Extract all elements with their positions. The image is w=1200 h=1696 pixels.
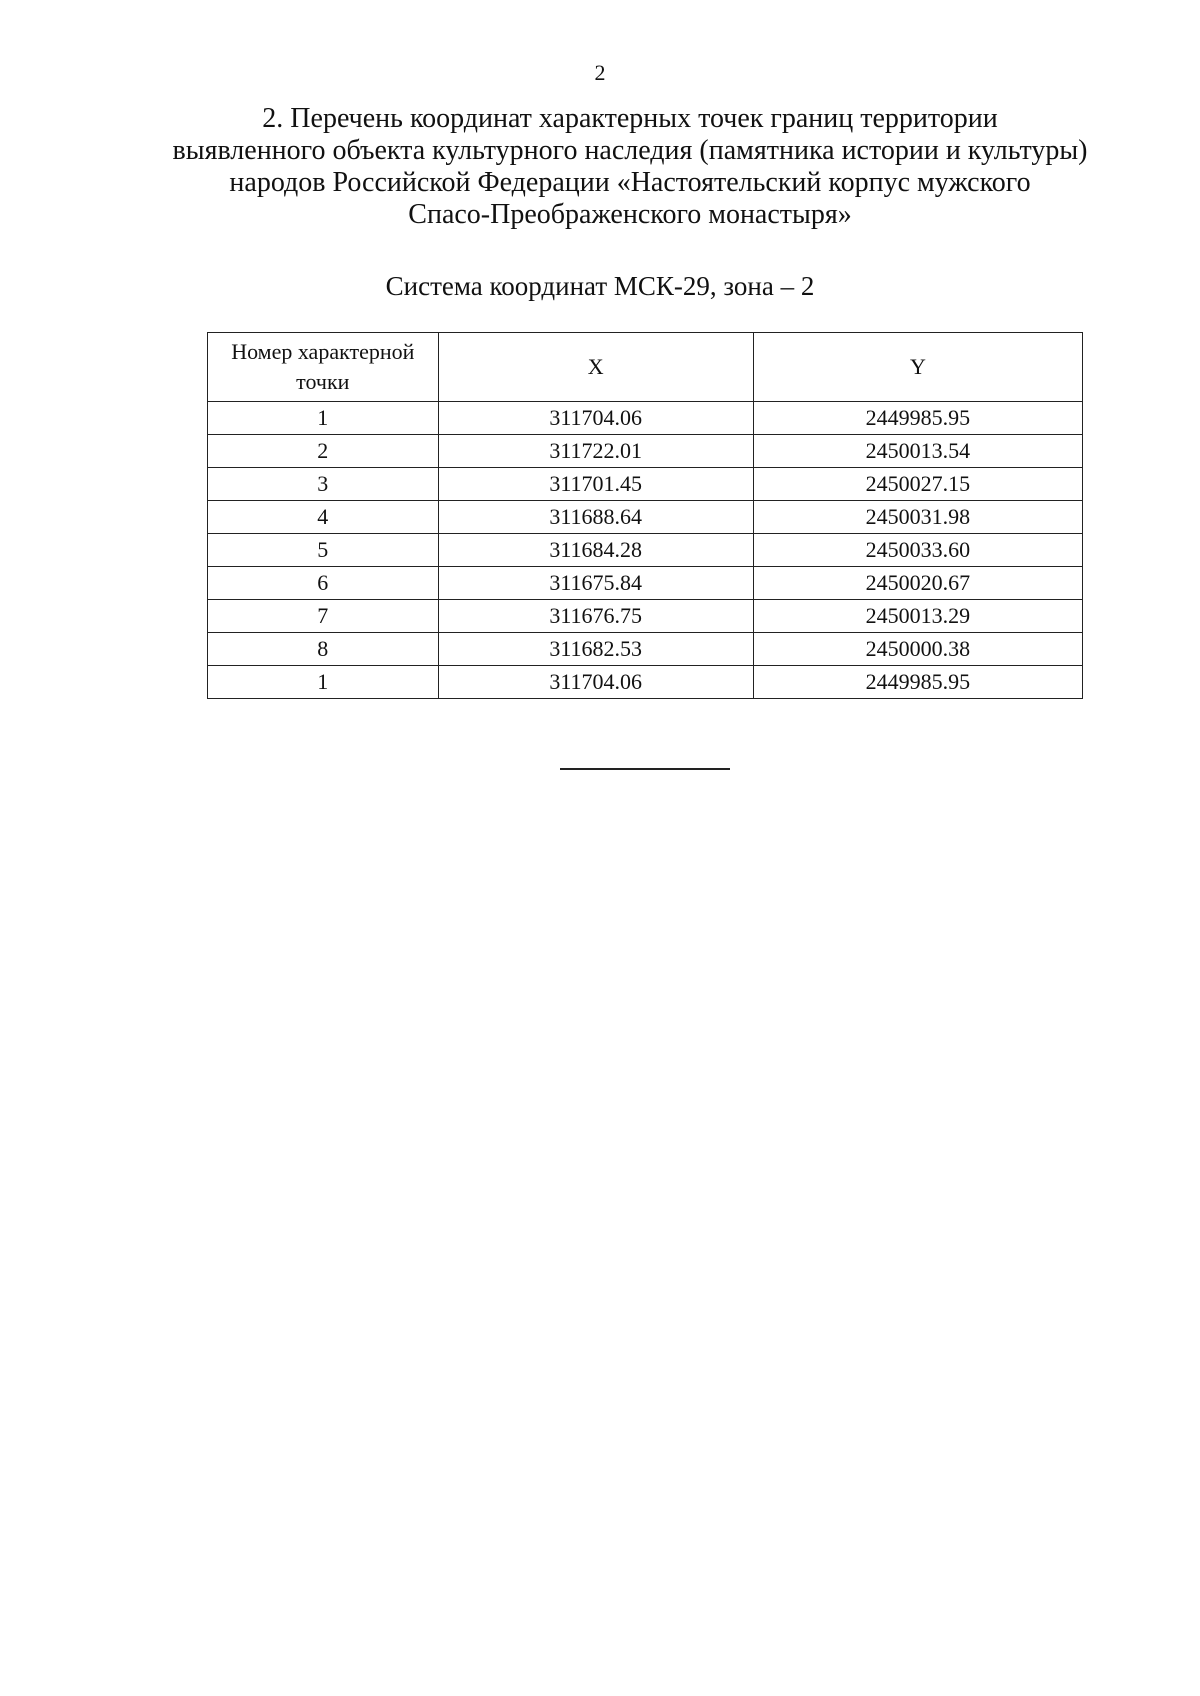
table-row	[208, 633, 1083, 666]
cell-y: 2450027.15	[753, 468, 1082, 501]
table-row	[208, 435, 1083, 468]
cell-y: 2449985.95	[753, 402, 1082, 435]
cell-y: 2449985.95	[753, 666, 1082, 699]
cell-point-number: 7	[208, 600, 439, 633]
cell-x: 311704.06	[438, 666, 753, 699]
table-row	[208, 567, 1083, 600]
table-row	[208, 534, 1083, 567]
heading-line: выявленного объекта культурного наследия (памятника истории и культуры)	[172, 135, 1088, 166]
header-point-number: Номер характерной точки	[208, 333, 439, 402]
coordinate-system-label: Система координат МСК-29, зона – 2	[385, 271, 815, 301]
cell-x: 311704.06	[438, 402, 753, 435]
cell-point-number: 2	[208, 435, 439, 468]
page-number: 2	[594, 60, 606, 85]
cell-x: 311676.75	[438, 600, 753, 633]
table-row	[208, 600, 1083, 633]
cell-point-number: 1	[208, 666, 439, 699]
cell-x: 311675.84	[438, 567, 753, 600]
cell-y: 2450020.67	[753, 567, 1082, 600]
table-row	[208, 402, 1083, 435]
cell-y: 2450033.60	[753, 534, 1082, 567]
cell-point-number: 6	[208, 567, 439, 600]
heading-line: 2. Перечень координат характерных точек границ территории	[262, 103, 998, 134]
end-of-document-rule	[560, 768, 730, 770]
header-x: X	[438, 333, 753, 402]
table-row	[208, 468, 1083, 501]
cell-point-number: 3	[208, 468, 439, 501]
cell-x: 311701.45	[438, 468, 753, 501]
heading-line: Спасо-Преображенского монастыря»	[408, 199, 852, 230]
coordinates-table	[207, 332, 1083, 699]
cell-y: 2450000.38	[753, 633, 1082, 666]
cell-x: 311682.53	[438, 633, 753, 666]
heading-line: народов Российской Федерации «Настоятельский корпус мужского	[229, 167, 1031, 198]
cell-point-number: 8	[208, 633, 439, 666]
table-row	[208, 501, 1083, 534]
cell-point-number: 5	[208, 534, 439, 567]
cell-point-number: 1	[208, 402, 439, 435]
cell-x: 311722.01	[438, 435, 753, 468]
header-y: Y	[753, 333, 1082, 402]
cell-point-number: 4	[208, 501, 439, 534]
document-heading	[150, 103, 1110, 231]
cell-y: 2450013.29	[753, 600, 1082, 633]
table-header-row	[208, 333, 1083, 402]
cell-y: 2450013.54	[753, 435, 1082, 468]
cell-x: 311684.28	[438, 534, 753, 567]
cell-y: 2450031.98	[753, 501, 1082, 534]
table-row	[208, 666, 1083, 699]
cell-x: 311688.64	[438, 501, 753, 534]
